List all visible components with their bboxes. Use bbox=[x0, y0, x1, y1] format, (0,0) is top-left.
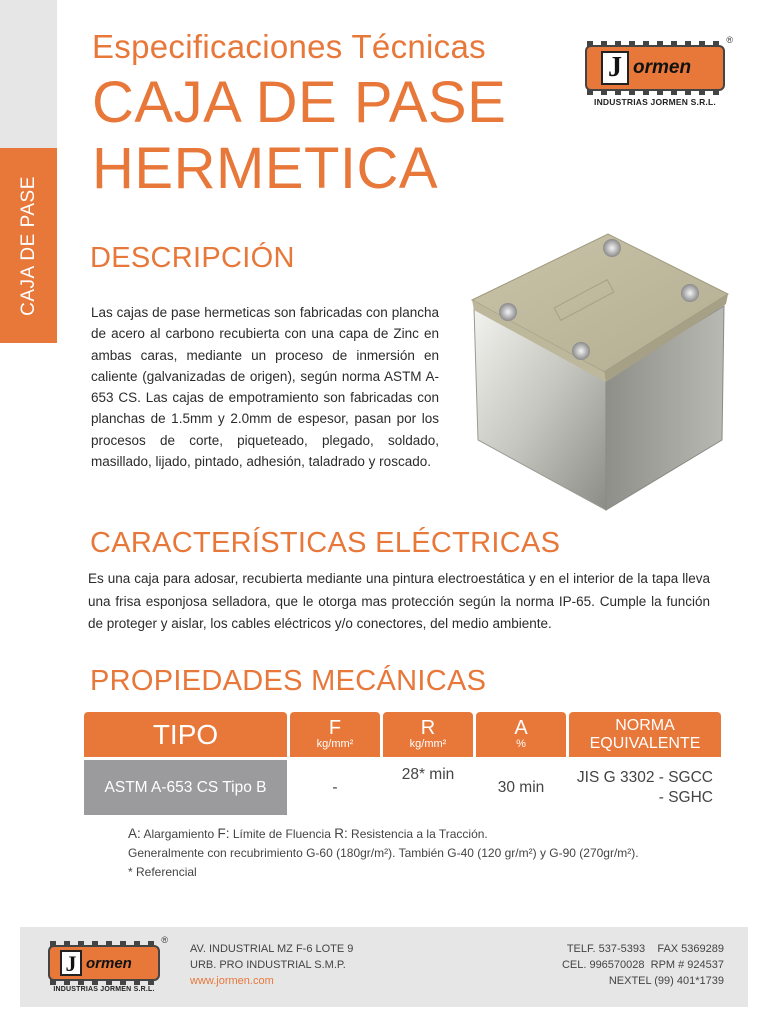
footer-logo bbox=[48, 935, 168, 993]
address-line-1: AV. INDUSTRIAL MZ F-6 LOTE 9 bbox=[190, 943, 354, 955]
column-label: F bbox=[328, 717, 342, 739]
column-unit: kg/mm² bbox=[316, 738, 354, 750]
note-key-a: A: bbox=[128, 826, 141, 841]
column-label: R bbox=[420, 717, 436, 739]
contact-line-3: NEXTEL (99) 401*1739 bbox=[608, 975, 724, 987]
page-subtitle: Especificaciones Técnicas bbox=[92, 28, 486, 65]
logo-registered-mark: ® bbox=[726, 35, 733, 45]
note-key-r: R: bbox=[334, 826, 348, 841]
sidebar-tab bbox=[0, 148, 57, 343]
table-header-row bbox=[84, 712, 724, 757]
notes-referencial: * Referencial bbox=[128, 865, 197, 879]
column-header-r bbox=[383, 712, 473, 757]
footer-logo-letter: J bbox=[60, 950, 82, 976]
column-unit: % bbox=[516, 738, 526, 750]
column-label: A bbox=[514, 717, 528, 739]
footer-logo-word: ormen bbox=[86, 955, 132, 972]
sidebar-top-panel bbox=[0, 0, 57, 148]
notes-coating: Generalmente con recubrimiento G-60 (180gr/m²). También G-40 (120 gr/m²) y G-90 (270gr/m²). bbox=[128, 846, 639, 860]
footer-logo-company-name: INDUSTRIAS JORMEN S.R.L. bbox=[53, 986, 155, 993]
contact-line-2: CEL. 996570028 RPM # 924537 bbox=[561, 959, 724, 971]
cell-norma bbox=[569, 760, 721, 815]
footer bbox=[20, 927, 748, 1007]
cell-norma-line-2: - SGHC bbox=[658, 788, 713, 806]
note-text-r: Resistencia a la Tracción. bbox=[347, 827, 488, 841]
note-key-f: F: bbox=[217, 826, 230, 841]
cell-norma-line-1: JIS G 3302 - SGCC bbox=[576, 768, 713, 786]
logo-company-name: INDUSTRIAS JORMEN S.R.L. bbox=[594, 97, 716, 107]
mechanical-heading: PROPIEDADES MECÁNICAS bbox=[90, 665, 487, 697]
sidebar-label: CAJA DE PASE bbox=[17, 175, 39, 316]
contact-line-1: TELF. 537-5393 FAX 5369289 bbox=[566, 943, 724, 955]
note-text-f: Límite de Fluencia bbox=[229, 827, 335, 841]
table-notes bbox=[128, 824, 639, 882]
description-text: Las cajas de pase hermeticas son fabricadas con plancha de acero al carbono recubierta con una capa de Zinc en ambas caras, mediante un proceso de inmersión en caliente (galvanizadas de origen), según norma ASTM A-653 CS. Las cajas de empotramiento son fabricadas con planchas de 1.5mm y 2.0mm de espesor, pasan por los procesos de corte, piqueteado, plegado, soldado, masillado, lijado, pintado, adhesión, taladrado y roscado. bbox=[91, 305, 439, 470]
footer-logo-box bbox=[48, 935, 168, 981]
footer-address bbox=[190, 941, 353, 989]
electrical-heading: CARACTERÍSTICAS ELÉCTRICAS bbox=[90, 527, 561, 559]
page-title bbox=[92, 70, 506, 202]
cell-a: 30 min bbox=[497, 778, 545, 796]
cell-tipo: ASTM A-653 CS Tipo B bbox=[84, 760, 287, 815]
logo-box bbox=[585, 35, 733, 91]
address-line-2: URB. PRO INDUSTRIAL S.M.P. bbox=[190, 959, 346, 971]
notes-legend bbox=[128, 824, 639, 844]
description-heading: DESCRIPCIÓN bbox=[90, 242, 295, 274]
page-title-line-2: HERMETICA bbox=[92, 136, 439, 201]
column-label: NORMA bbox=[615, 716, 675, 734]
column-label-2: EQUIVALENTE bbox=[589, 734, 701, 752]
junction-box-image bbox=[466, 230, 742, 520]
column-label: TIPO bbox=[152, 718, 219, 750]
column-unit: kg/mm² bbox=[409, 738, 447, 750]
cell-r: 28* min bbox=[401, 766, 455, 783]
logo-letter: J bbox=[601, 51, 629, 85]
mechanical-properties-table bbox=[84, 712, 724, 815]
table-row bbox=[84, 760, 724, 815]
electrical-text: Es una caja para adosar, recubierta mediante una pintura electroestática y en el interior de la tapa lleva una frisa esponjosa selladora, que le otorga mas protección según la norma IP-65. Cumple la función de proteger y aislar, los cables eléctricos y/o conectores, del medio ambiente. bbox=[88, 571, 710, 631]
logo-word: ormen bbox=[633, 57, 692, 78]
column-header-norma bbox=[569, 712, 721, 757]
website-link[interactable]: www.jormen.com bbox=[190, 975, 274, 987]
column-header-tipo bbox=[84, 712, 287, 757]
column-header-a bbox=[476, 712, 566, 757]
company-logo bbox=[585, 35, 733, 107]
footer-logo-registered-mark: ® bbox=[161, 935, 168, 945]
column-header-f bbox=[290, 712, 380, 757]
page-title-line-1: CAJA DE PASE bbox=[92, 70, 507, 135]
cell-f: - bbox=[332, 778, 338, 796]
footer-contact bbox=[562, 941, 724, 989]
note-text-a: Alargamiento bbox=[140, 827, 218, 841]
